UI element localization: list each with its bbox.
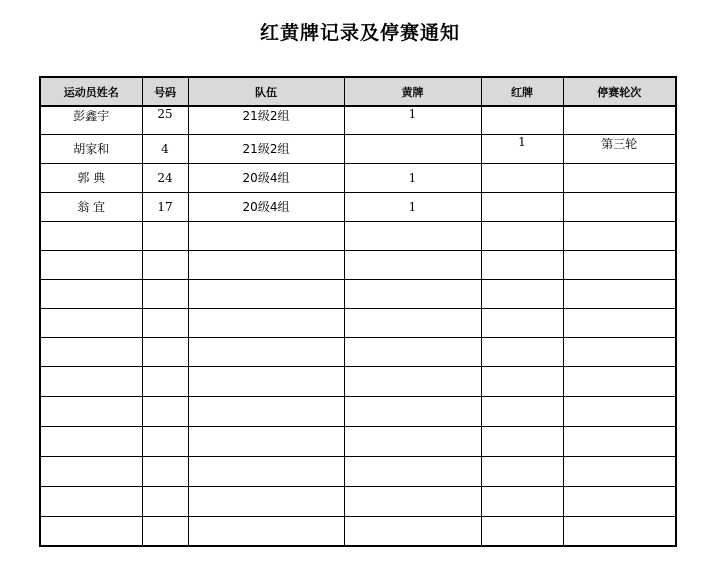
cell-number: 17 <box>142 192 188 221</box>
card-record-table <box>39 76 677 547</box>
header-yellow-card: 黄牌 <box>344 77 481 106</box>
cell-yellow-card: 1 <box>344 163 481 192</box>
empty-cell-yellow-card <box>344 279 481 308</box>
empty-cell-name <box>40 250 142 279</box>
empty-cell-red-card <box>481 279 563 308</box>
empty-cell-number <box>142 250 188 279</box>
empty-table-row <box>40 516 676 546</box>
header-name: 运动员姓名 <box>40 77 142 106</box>
empty-cell-red-card <box>481 250 563 279</box>
cell-suspension-round <box>563 106 676 134</box>
empty-cell-name <box>40 396 142 426</box>
table-row <box>40 134 676 163</box>
cell-red-card <box>481 192 563 221</box>
table-row <box>40 106 676 134</box>
cell-number: 24 <box>142 163 188 192</box>
empty-cell-yellow-card <box>344 516 481 546</box>
empty-cell-number <box>142 366 188 396</box>
empty-cell-team <box>188 426 344 456</box>
empty-cell-yellow-card <box>344 308 481 337</box>
empty-cell-name <box>40 308 142 337</box>
empty-cell-yellow-card <box>344 456 481 486</box>
empty-cell-red-card <box>481 366 563 396</box>
empty-cell-suspension-round <box>563 426 676 456</box>
empty-cell-name <box>40 279 142 308</box>
empty-cell-team <box>188 308 344 337</box>
table-header-row <box>40 77 676 106</box>
empty-table-row <box>40 279 676 308</box>
empty-cell-team <box>188 279 344 308</box>
cell-yellow-card <box>344 134 481 163</box>
empty-cell-name <box>40 366 142 396</box>
empty-table-row <box>40 456 676 486</box>
empty-table-row <box>40 486 676 516</box>
empty-cell-red-card <box>481 486 563 516</box>
empty-cell-team <box>188 396 344 426</box>
empty-cell-suspension-round <box>563 308 676 337</box>
empty-cell-name <box>40 486 142 516</box>
empty-cell-yellow-card <box>344 337 481 366</box>
empty-cell-number <box>142 426 188 456</box>
empty-cell-red-card <box>481 221 563 250</box>
empty-cell-suspension-round <box>563 250 676 279</box>
empty-cell-suspension-round <box>563 486 676 516</box>
empty-cell-suspension-round <box>563 366 676 396</box>
header-suspension-round: 停赛轮次 <box>563 77 676 106</box>
empty-cell-red-card <box>481 308 563 337</box>
empty-table-row <box>40 426 676 456</box>
empty-cell-yellow-card <box>344 366 481 396</box>
empty-table-row <box>40 337 676 366</box>
cell-suspension-round: 第三轮 <box>563 134 676 163</box>
cell-team: 21级2组 <box>188 106 344 134</box>
empty-table-row <box>40 221 676 250</box>
empty-cell-red-card <box>481 396 563 426</box>
cell-red-card <box>481 106 563 134</box>
empty-cell-red-card <box>481 516 563 546</box>
document-title: 红黄牌记录及停赛通知 <box>259 22 460 44</box>
header-team: 队伍 <box>188 77 344 106</box>
empty-cell-number <box>142 456 188 486</box>
empty-cell-name <box>40 516 142 546</box>
cell-team: 21级2组 <box>188 134 344 163</box>
empty-cell-name <box>40 426 142 456</box>
table-row <box>40 192 676 221</box>
cell-suspension-round <box>563 192 676 221</box>
cell-yellow-card: 1 <box>344 192 481 221</box>
cell-name: 彭鑫宇 <box>40 106 142 134</box>
cell-red-card: 1 <box>481 134 563 163</box>
cell-team: 20级4组 <box>188 192 344 221</box>
cell-number: 4 <box>142 134 188 163</box>
cell-name: 胡家和 <box>40 134 142 163</box>
empty-cell-yellow-card <box>344 486 481 516</box>
empty-table-row <box>40 308 676 337</box>
empty-cell-number <box>142 396 188 426</box>
empty-cell-suspension-round <box>563 396 676 426</box>
empty-cell-team <box>188 337 344 366</box>
empty-table-row <box>40 396 676 426</box>
cell-number: 25 <box>142 106 188 134</box>
empty-cell-number <box>142 486 188 516</box>
empty-cell-team <box>188 486 344 516</box>
empty-cell-number <box>142 308 188 337</box>
empty-cell-suspension-round <box>563 337 676 366</box>
cell-name: 郭 典 <box>40 163 142 192</box>
cell-suspension-round <box>563 163 676 192</box>
empty-cell-number <box>142 516 188 546</box>
empty-cell-number <box>142 337 188 366</box>
empty-cell-name <box>40 221 142 250</box>
empty-cell-team <box>188 221 344 250</box>
empty-cell-yellow-card <box>344 221 481 250</box>
cell-red-card <box>481 163 563 192</box>
empty-cell-yellow-card <box>344 426 481 456</box>
table-row <box>40 163 676 192</box>
empty-cell-name <box>40 456 142 486</box>
empty-cell-red-card <box>481 337 563 366</box>
empty-cell-suspension-round <box>563 456 676 486</box>
empty-cell-team <box>188 366 344 396</box>
header-number: 号码 <box>142 77 188 106</box>
empty-cell-number <box>142 279 188 308</box>
empty-cell-suspension-round <box>563 221 676 250</box>
cell-yellow-card: 1 <box>344 106 481 134</box>
empty-table-row <box>40 366 676 396</box>
empty-cell-red-card <box>481 426 563 456</box>
cell-name: 翁 宜 <box>40 192 142 221</box>
empty-cell-team <box>188 516 344 546</box>
empty-cell-suspension-round <box>563 516 676 546</box>
empty-cell-yellow-card <box>344 396 481 426</box>
header-red-card: 红牌 <box>481 77 563 106</box>
empty-cell-yellow-card <box>344 250 481 279</box>
empty-table-row <box>40 250 676 279</box>
empty-cell-number <box>142 221 188 250</box>
empty-cell-suspension-round <box>563 279 676 308</box>
empty-cell-name <box>40 337 142 366</box>
empty-cell-team <box>188 456 344 486</box>
empty-cell-red-card <box>481 456 563 486</box>
empty-cell-team <box>188 250 344 279</box>
cell-team: 20级4组 <box>188 163 344 192</box>
